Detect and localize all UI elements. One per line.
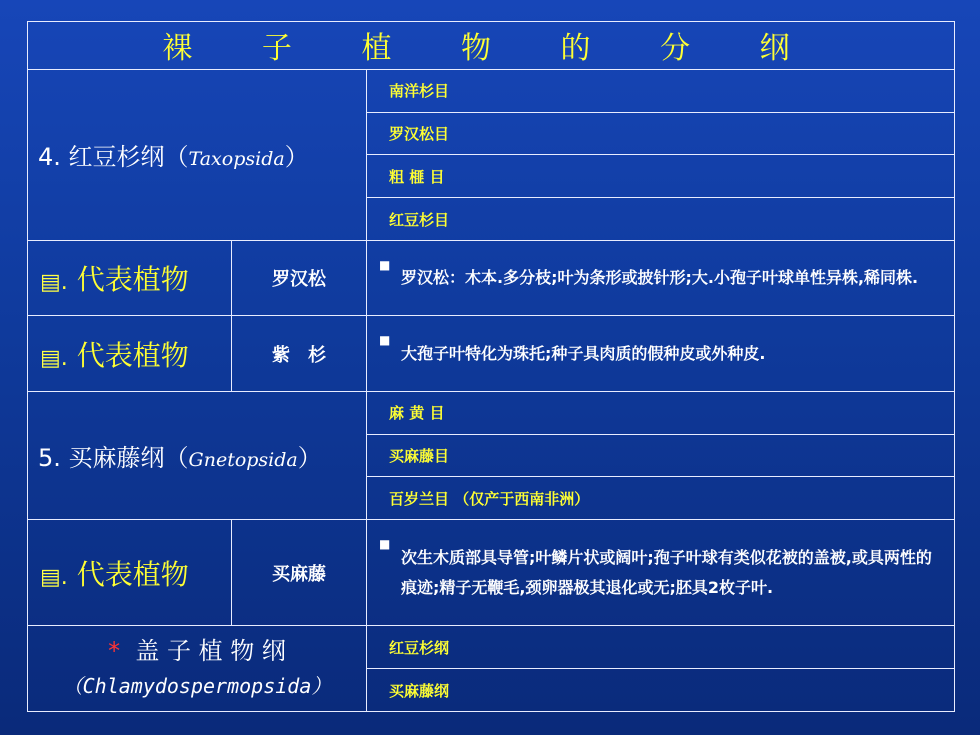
square-bullet-icon: ■ xyxy=(379,537,391,552)
rep-label-3 xyxy=(28,520,232,626)
page-title: 裸 子 植 物 的 分 纲 xyxy=(28,22,955,70)
list-bullet-icon: ▤. xyxy=(40,270,68,296)
order-podocarpales: 罗汉松目 xyxy=(367,112,955,155)
rep-desc-gnetum xyxy=(367,520,955,626)
class-chlamy-label: 盖 子 植 物 纲 xyxy=(135,637,286,666)
asterisk-icon: * xyxy=(108,637,121,666)
rep-label-text: 代表植物 xyxy=(76,557,189,591)
order-welwitschiales: 百岁兰目 （仅产于西南非洲） xyxy=(367,477,955,520)
order-cephalotaxales: 粗 榧 目 xyxy=(367,155,955,198)
rep-desc-text: 大孢子叶特化为珠托;种子具肉质的假种皮或外种皮. xyxy=(401,343,766,363)
rep-desc-text: 次生木质部具导管;叶鳞片状或阔叶;孢子叶球有类似花被的盖被,或具两性的痕迹;精子无鞭毛,颈卵器极其退化或无;胚具2枚子叶. xyxy=(401,547,932,597)
class-gnetopsida-prefix: 5. 买麻藤纲（ xyxy=(38,444,189,473)
class-taxopsida-prefix: 4. 红豆杉纲（ xyxy=(38,143,189,172)
order-araucariales: 南洋杉目 xyxy=(367,69,955,112)
rep-label-text: 代表植物 xyxy=(76,263,189,297)
class-taxopsida-latin: Taxopsida xyxy=(188,148,285,171)
list-bullet-icon: ▤. xyxy=(40,564,68,590)
rep-desc-taxus xyxy=(367,316,955,391)
order-ephedrales: 麻 黄 目 xyxy=(367,391,955,434)
list-bullet-icon: ▤. xyxy=(40,345,68,371)
chlamy-item-gnetopsida: 买麻藤纲 xyxy=(367,669,955,712)
square-bullet-icon: ■ xyxy=(379,333,391,348)
gymnosperm-classification-table xyxy=(27,21,955,712)
order-gnetales: 买麻藤目 xyxy=(367,434,955,477)
order-taxales: 红豆杉目 xyxy=(367,198,955,241)
rep-desc-podocarpus xyxy=(367,241,955,316)
class-gnetopsida-latin: Gnetopsida xyxy=(188,449,298,472)
class-chlamydospermopsida xyxy=(28,626,367,712)
chlamy-item-taxopsida: 红豆杉纲 xyxy=(367,626,955,669)
rep-desc-text: 罗汉松：木本.多分枝;叶为条形或披针形;大.小孢子叶球单性异株,稀同株. xyxy=(401,268,919,288)
rep-label-1 xyxy=(28,241,232,316)
rep-label-2 xyxy=(28,316,232,391)
square-bullet-icon: ■ xyxy=(379,258,391,273)
class-taxopsida xyxy=(28,69,367,240)
class-taxopsida-suffix: ） xyxy=(284,143,309,172)
rep-label-text: 代表植物 xyxy=(76,338,189,372)
class-gnetopsida xyxy=(28,391,367,519)
rep-plant-taxus: 紫 杉 xyxy=(232,316,367,391)
class-gnetopsida-suffix: ） xyxy=(297,444,322,473)
rep-plant-podocarpus: 罗汉松 xyxy=(232,241,367,316)
rep-plant-gnetum: 买麻藤 xyxy=(232,520,367,626)
class-chlamy-latin: （Chlamydospermopsida） xyxy=(62,674,332,699)
